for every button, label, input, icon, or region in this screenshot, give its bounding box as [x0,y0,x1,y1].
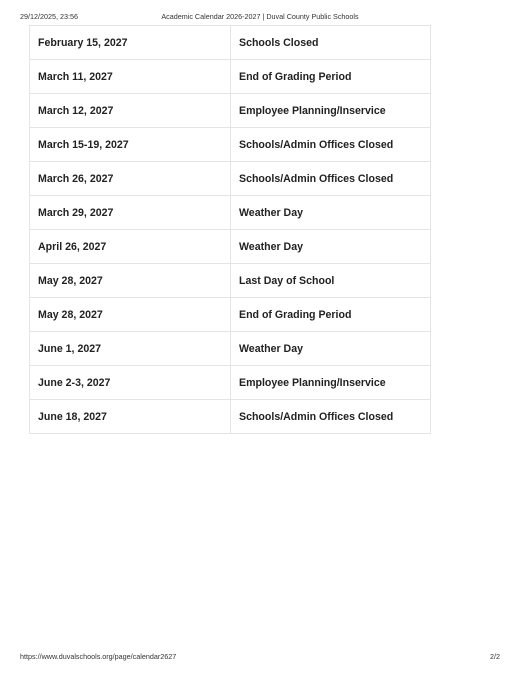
table-row [30,94,431,128]
event-description: Last Day of School [231,264,431,298]
event-description: Employee Planning/Inservice [231,366,431,400]
event-description: Schools Closed [231,26,431,60]
event-date: May 28, 2027 [30,298,231,332]
table-row [30,230,431,264]
calendar-table [29,25,431,434]
event-date: June 18, 2027 [30,400,231,434]
event-description: Employee Planning/Inservice [231,94,431,128]
event-description: Schools/Admin Offices Closed [231,400,431,434]
print-datetime: 29/12/2025, 23:56 [20,12,78,21]
table-row [30,366,431,400]
table-row [30,332,431,366]
event-date: June 1, 2027 [30,332,231,366]
event-date: March 26, 2027 [30,162,231,196]
table-row [30,128,431,162]
event-date: April 26, 2027 [30,230,231,264]
table-row [30,60,431,94]
event-description: Schools/Admin Offices Closed [231,162,431,196]
print-footer [20,652,500,664]
event-description: End of Grading Period [231,60,431,94]
event-date: March 12, 2027 [30,94,231,128]
event-description: Weather Day [231,230,431,264]
event-date: February 15, 2027 [30,26,231,60]
event-date: May 28, 2027 [30,264,231,298]
event-date: March 15-19, 2027 [30,128,231,162]
event-date: June 2-3, 2027 [30,366,231,400]
event-date: March 11, 2027 [30,60,231,94]
table-row [30,298,431,332]
event-description: Weather Day [231,332,431,366]
print-header [20,12,500,24]
table-row [30,26,431,60]
event-description: End of Grading Period [231,298,431,332]
table-row [30,264,431,298]
event-description: Schools/Admin Offices Closed [231,128,431,162]
print-page-title: Academic Calendar 2026-2027 | Duval County Public Schools [161,12,359,21]
page-url: https://www.duvalschools.org/page/calendar2627 [20,652,177,661]
event-description: Weather Day [231,196,431,230]
page-number: 2/2 [490,652,500,661]
table-row [30,400,431,434]
event-date: March 29, 2027 [30,196,231,230]
table-row [30,196,431,230]
table-row [30,162,431,196]
